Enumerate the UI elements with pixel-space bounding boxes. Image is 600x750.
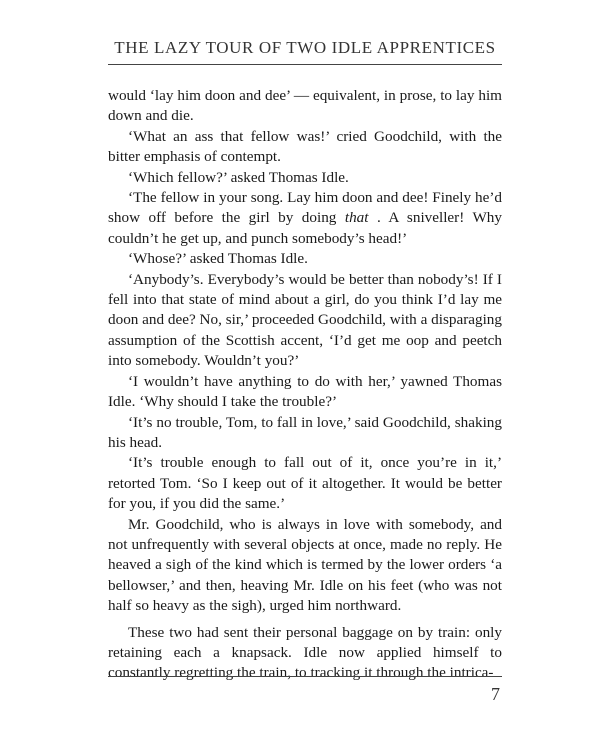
paragraph-continuation: would ‘lay him doon and dee’ — equivalent, in prose, to lay him down and die. (108, 87, 502, 125)
paragraph: These two had sent their personal baggage on by train: only retaining each a knapsack. Idle now applied himself to constantly regretting the train, to tracking it through the intrica- (108, 623, 502, 682)
paragraph: Mr. Goodchild, who is always in love with somebody, and not unfrequently with several objects at once, made no reply. He heaved a sigh of the kind which is termed by the lower orders ‘a bellowser,’ and then, heaving Mr. Idle on his feet (who was not half so heavy as the sigh), urged him northward. (108, 515, 502, 615)
paragraph: ‘Whose?’ asked Thomas Idle. (128, 250, 308, 268)
paragraph: ‘Anybody’s. Everybody’s would be better than nobody’s! If I fell into that state of mind about a girl, do you think I’d lay me doon and dee? No, sir,’ proceeded Goodchild, with a disparaging assumption of the Scottish accent, ‘I’d get me oop and peetch into somebody. Wouldn’t you?’ (108, 270, 502, 370)
paragraph: ‘It’s trouble enough to fall out of it, once you’re in it,’ retorted Tom. ‘So I keep out of it altogether. It would be better for you, if you did the same.’ (108, 454, 502, 513)
italic-word: that (344, 209, 369, 227)
paragraph-song (108, 188, 502, 249)
paragraph: ‘What an ass that fellow was!’ cried Goodchild, with the bitter emphasis of contempt. (108, 127, 502, 166)
paragraph-text: . A sniveller! Why couldn’t he get up, and punch somebody’s head!’ (108, 209, 502, 247)
paragraph: ‘I wouldn’t have anything to do with her,’ yawned Thomas Idle. ‘Why should I take the trouble?’ (108, 372, 502, 411)
footer-rule (108, 676, 502, 677)
paragraph-text: ‘The fellow in your song. Lay him doon and dee! Finely he’d show off before the girl by doing (108, 189, 502, 227)
body-text (108, 86, 502, 684)
header-rule (108, 64, 502, 65)
page-number: 7 (491, 684, 500, 704)
paragraph: ‘It’s no trouble, Tom, to fall in love,’ said Goodchild, shaking his head. (108, 413, 502, 451)
running-head-title: THE LAZY TOUR OF TWO IDLE APPRENTICES (114, 38, 496, 57)
paragraph: ‘Which fellow?’ asked Thomas Idle. (128, 168, 349, 186)
